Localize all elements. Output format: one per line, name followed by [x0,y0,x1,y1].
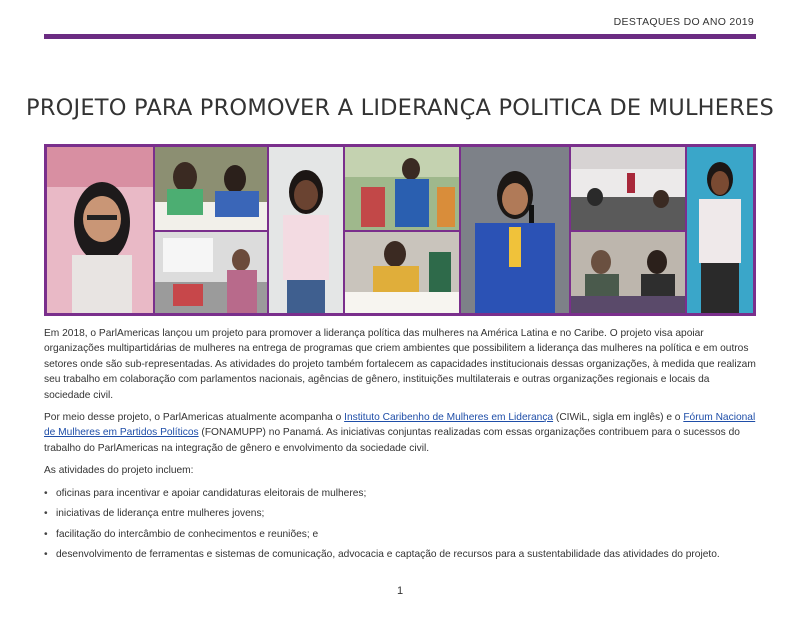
list-item: • desenvolvimento de ferramentas e sistemas de comunicação, advocacia e captação de recursos para a sustentabilidade das atividades do projeto. [44,547,756,562]
intro-paragraph: Em 2018, o ParlAmericas lançou um projeto para promover a liderança política das mulheres na América Latina e no Caribe. O projeto visa apoiar organizações multipartidárias de mulheres na entrega de programas que criem ambientes que possibilitem a liderança das mulheres na política e em outros setores onde são sub-representadas. As atividades do projeto também fortalecem as capacidades institucionais dessas organizações, à medida que realizam seu trabalho em colaboração com parlamentos nacionais, agências de gênero, instituições multilaterais e outras organizações regionais e locais da sociedade civil. [44,328,756,401]
photo-woman-speaking-microphone [461,147,569,313]
photo-presentation-room [155,232,267,313]
photo-women-at-meeting-table [571,232,685,313]
list-item: • facilitação do intercâmbio de conhecimentos e reuniões; e [44,527,756,542]
partners-text-end: (FONAMUPP) no Panamá. As iniciativas conjuntas realizadas com essas organizações contribuem para o sucessos do trabalho do ParlAmericas na integração de gênero e envolvimento da sociedade civil. [44,427,740,454]
partners-paragraph [44,410,756,456]
section-header-label: DESTAQUES DO ANO 2019 [613,16,754,28]
photo-group-outdoors [345,147,459,230]
partners-text-mid: (CIWiL, sigla em inglês) e o [553,412,684,424]
page-title: PROJETO PARA PROMOVER A LIDERANÇA POLITICA DE MULHERES [26,95,774,122]
photo-woman-striped-shirt [687,147,753,313]
activities-intro: As atividades do projeto incluem: [44,465,194,477]
body-text [44,326,756,568]
link-fonamupp[interactable]: Fórum Nacional de Mulheres em Partidos Políticos [44,412,756,439]
partners-text-start: Por meio desse projeto, o ParlAmericas atualmente acompanha o [44,412,345,424]
photo-woman-writing [345,232,459,313]
list-item: • oficinas para incentivar e apoiar candidaturas eleitorais de mulheres; [44,486,756,501]
photo-collage [44,144,756,316]
page-number: 1 [396,585,404,597]
photo-woman-pink-blouse [269,147,343,313]
activities-list [44,486,756,563]
photo-woman-smiling-glasses [47,147,153,313]
list-item: • iniciativas de liderança entre mulheres jovens; [44,506,756,521]
header-divider [44,34,756,39]
link-ciwil[interactable]: Instituto Caribenho de Mulheres em Liderança [344,412,554,424]
photo-women-at-table [155,147,267,230]
photo-conference-room [571,147,685,230]
